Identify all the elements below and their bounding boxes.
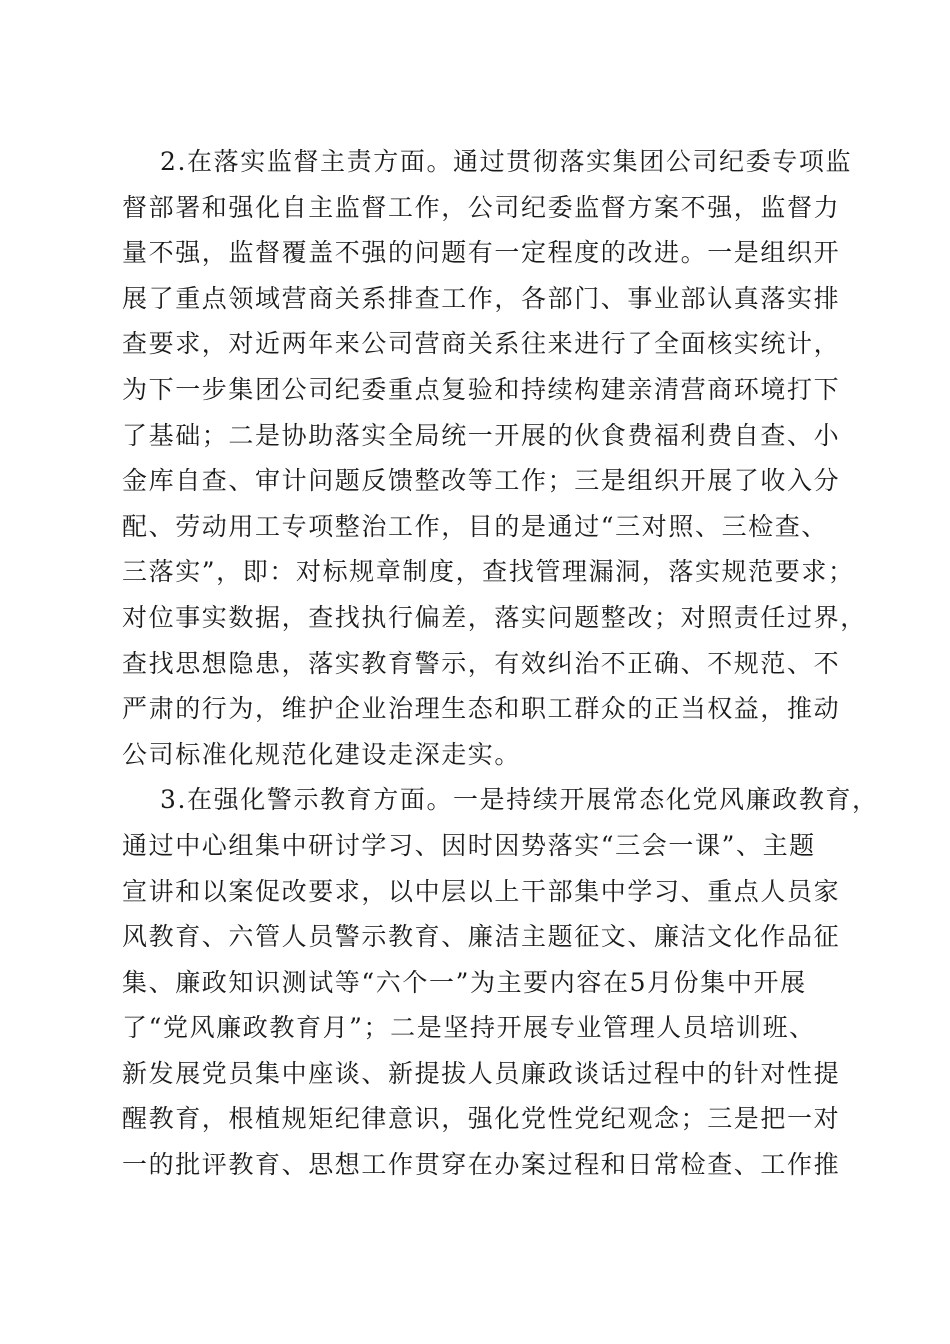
paragraph-warning-education (122, 777, 879, 1187)
text-line: 配、劳动用工专项整治工作，目的是通过“三对照、三检查、 (122, 511, 828, 541)
text-line: 风教育、六管人员警示教育、廉洁主题征文、廉洁文化作品征 (122, 922, 841, 952)
paragraph-supervision (122, 139, 867, 777)
text-line: 新发展党员集中座谈、新提拔人员廉政谈话过程中的针对性提 (122, 1058, 841, 1088)
text-line: 严肃的行为，维护企业治理生态和职工群众的正当权益，推动 (122, 694, 841, 724)
text-line: 2.在落实监督主责方面。通过贯彻落实集团公司纪委专项监 (160, 147, 853, 176)
text-line: 3.在强化警示教育方面。一是持续开展常态化党风廉政教育， (160, 785, 879, 815)
text-line: 通过中心组集中研讨学习、因时因势落实“三会一课”、主题 (122, 830, 816, 860)
text-line: 三落实”，即：对标规章制度，查找管理漏洞，落实规范要求； (122, 557, 855, 587)
text-line: 了基础；二是协助落实全局统一开展的伙食费福利费自查、小 (122, 420, 841, 450)
text-line: 查找思想隐患，落实教育警示，有效纠治不正确、不规范、不 (122, 648, 841, 678)
text-line: 了“党风廉政教育月”；二是坚持开展专业管理人员培训班、 (122, 1013, 816, 1043)
document-body (122, 139, 879, 1188)
text-line: 查要求，对近两年来公司营商关系往来进行了全面核实统计， (122, 329, 841, 359)
text-line: 金库自查、审计问题反馈整改等工作；三是组织开展了收入分 (122, 466, 841, 496)
text-line: 宣讲和以案促改要求，以中层以上干部集中学习、重点人员家 (122, 876, 841, 906)
text-line: 一的批评教育、思想工作贯穿在办案过程和日常检查、工作推 (122, 1150, 841, 1180)
text-line: 展了重点领域营商关系排查工作，各部门、事业部认真落实排 (122, 283, 841, 313)
text-line: 公司标准化规范化建设走深走实。 (122, 739, 522, 769)
text-line: 督部署和强化自主监督工作，公司纪委监督方案不强，监督力 (122, 192, 841, 222)
text-line: 为下一步集团公司纪委重点复验和持续构建亲清营商环境打下 (122, 374, 841, 404)
text-line: 量不强，监督覆盖不强的问题有一定程度的改进。一是组织开 (122, 238, 841, 268)
text-line: 集、廉政知识测试等“六个一”为主要内容在5月份集中开展 (122, 967, 807, 997)
text-line: 对位事实数据，查找执行偏差，落实问题整改；对照责任过界， (122, 602, 867, 632)
text-line: 醒教育，根植规矩纪律意识，强化党性党纪观念；三是把一对 (122, 1104, 841, 1134)
